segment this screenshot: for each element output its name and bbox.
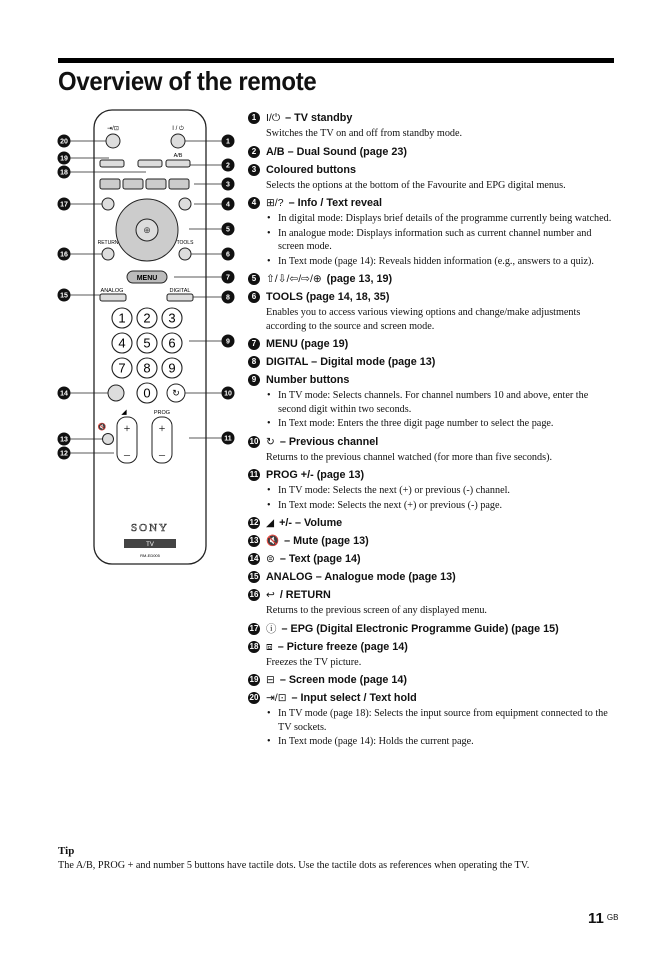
item-number-badge: 15 — [249, 572, 259, 581]
item-4 — [248, 196, 616, 268]
callout-badge-label: 11 — [224, 435, 232, 443]
item-number-badge: 6 — [248, 291, 260, 303]
item-bullets — [266, 484, 616, 512]
item-number-badge: 20 — [249, 693, 259, 702]
item-heading — [248, 163, 616, 177]
callout-badge-label: 4 — [226, 201, 230, 209]
item-bullet: • In Text mode: Enters the three digit page number to select the page. — [266, 417, 616, 431]
item-body — [266, 451, 616, 465]
number-button-label: 8 — [143, 360, 151, 376]
svg-text:–: – — [159, 447, 165, 461]
item-heading — [248, 145, 616, 159]
digital-label: DIGITAL — [169, 288, 191, 294]
item-title: (page 13, 19) — [326, 273, 393, 285]
item-title: – Input select / Text hold — [291, 692, 417, 704]
item-8 — [248, 355, 616, 369]
item-number-badge: 8 — [248, 356, 260, 368]
page-number-value: 11 — [588, 910, 604, 927]
item-body — [266, 389, 616, 431]
callout-badge-label: 15 — [60, 292, 68, 300]
item-heading — [248, 468, 616, 482]
callout-badge-label: 18 — [60, 169, 68, 177]
item-text: Freezes the TV picture. — [266, 656, 362, 668]
callout-badge-label: 16 — [60, 251, 68, 259]
return-button[interactable] — [102, 248, 114, 260]
sony-logo: SONY — [131, 522, 169, 534]
standby-label: I / ⏻ — [172, 126, 184, 132]
description-list — [248, 111, 616, 753]
item-title: – TV standby — [285, 112, 353, 124]
item-symbol: ⊟ — [266, 674, 275, 686]
item-bullet: • In digital mode: Displays brief details of the programme currently being watched. — [266, 212, 616, 226]
item-number-badge: 7 — [248, 338, 260, 350]
item-text: Returns to the previous channel watched (for more than five seconds). — [266, 451, 553, 463]
item-number-badge: 4 — [248, 197, 260, 209]
item-title: – Picture freeze (page 14) — [277, 640, 408, 653]
callout-badge-label: 13 — [60, 436, 68, 444]
item-text: Returns to the previous screen of any displayed menu. — [266, 605, 487, 616]
tip-label: Tip — [58, 845, 75, 857]
item-title: – Previous channel — [279, 435, 379, 448]
callout-badge-label: 10 — [224, 390, 232, 398]
item-title: / RETURN — [279, 589, 331, 601]
item-title: +/- – Volume — [279, 517, 343, 529]
item-number-badge: 13 — [249, 536, 259, 545]
item-heading — [248, 355, 616, 369]
item-bullet: • In Text mode (page 14): Holds the current page. — [266, 735, 616, 749]
item-title: Coloured buttons — [266, 163, 356, 176]
callout-badge-label: 1 — [226, 138, 230, 146]
number-button-label: 0 — [143, 385, 151, 401]
svg-text:+: + — [158, 421, 166, 435]
item-18 — [248, 640, 616, 670]
item-body — [266, 212, 616, 268]
item-heading — [248, 691, 616, 705]
return-label: RETURN — [97, 240, 119, 246]
item-number-badge: 12 — [249, 518, 259, 527]
number-button-label: 2 — [143, 310, 151, 326]
digital-button[interactable] — [167, 294, 193, 301]
item-symbol: ⊜ — [266, 553, 275, 565]
menu-label: MENU — [136, 275, 158, 282]
item-heading — [248, 435, 616, 449]
svg-text:◢: ◢ — [121, 408, 127, 416]
item-symbol: ⊞/? — [266, 197, 284, 209]
screen-mode-button[interactable] — [100, 160, 124, 167]
item-heading — [248, 552, 616, 566]
number-button-label: 1 — [118, 310, 126, 326]
green-button[interactable] — [123, 179, 143, 189]
item-9 — [248, 373, 616, 431]
item-heading — [248, 272, 616, 286]
tools-label: TOOLS — [176, 240, 194, 246]
item-15 — [248, 570, 616, 584]
callout-badge-label: 17 — [60, 201, 68, 209]
item-heading — [248, 570, 616, 584]
item-heading — [248, 373, 616, 387]
item-heading — [248, 588, 616, 602]
number-button-label: 7 — [118, 360, 126, 376]
item-bullets — [266, 212, 616, 268]
item-11 — [248, 468, 616, 512]
callout-badge-label: 8 — [226, 294, 230, 302]
remote-illustration — [54, 108, 244, 568]
item-text: Switches the TV on and off from standby mode. — [266, 128, 463, 139]
item-title: Number buttons — [266, 374, 350, 386]
callout-badge-label: 9 — [226, 338, 230, 346]
item-symbol: ↩ — [266, 589, 275, 601]
item-body — [266, 707, 616, 749]
item-body — [266, 484, 616, 512]
item-title: – Info / Text reveal — [288, 197, 382, 209]
model-label: RM-ED005 — [140, 553, 160, 558]
item-title: ANALOG – Analogue mode (page 13) — [266, 571, 456, 583]
item-symbol: ⓘ — [266, 622, 277, 635]
item-title: A/B – Dual Sound (page 23) — [266, 145, 407, 158]
number-button-label: 6 — [168, 335, 176, 351]
text-button[interactable] — [108, 385, 124, 401]
item-bullets — [266, 707, 616, 749]
item-number-badge: 2 — [248, 146, 260, 158]
item-text: Enables you to access various viewing options and change/make adjustments according to the source and screen mode. — [266, 307, 581, 332]
item-14 — [248, 552, 616, 566]
number-button-label: 4 — [118, 335, 126, 351]
item-body — [266, 306, 616, 333]
tools-button[interactable] — [179, 248, 191, 260]
item-number-badge: 5 — [248, 273, 260, 285]
item-heading — [248, 111, 616, 125]
item-title: – Screen mode (page 14) — [279, 674, 408, 686]
item-number-badge: 17 — [249, 623, 259, 633]
red-button[interactable] — [100, 179, 120, 189]
item-symbol: I/⏻ — [266, 112, 281, 124]
svg-text:↻: ↻ — [172, 388, 180, 398]
item-heading — [248, 673, 616, 687]
item-title: MENU (page 19) — [266, 338, 349, 350]
item-number-badge: 19 — [249, 675, 259, 684]
item-7 — [248, 337, 616, 351]
item-bullet: • In TV mode: Selects the next (+) or previous (-) channel. — [266, 484, 616, 498]
callout-badge-label: 5 — [226, 226, 230, 234]
svg-text:+: + — [123, 421, 131, 435]
item-title: – Text (page 14) — [279, 553, 361, 565]
ab-label: A/B — [173, 153, 183, 159]
number-button-label: 5 — [143, 335, 151, 351]
item-bullets — [266, 389, 616, 431]
callout-badge-label: 20 — [60, 138, 68, 146]
item-title: PROG +/- (page 13) — [266, 469, 365, 481]
input-select-button[interactable] — [106, 134, 120, 148]
title-rule — [58, 58, 614, 63]
item-number-badge: 11 — [249, 470, 259, 479]
item-heading — [248, 290, 616, 304]
item-text: Selects the options at the bottom of the Favourite and EPG digital menus. — [266, 179, 566, 191]
tip-box — [58, 845, 618, 872]
item-body — [266, 127, 616, 141]
item-symbol: ◢ — [266, 517, 275, 529]
item-heading — [248, 337, 616, 351]
epg-button[interactable] — [102, 198, 114, 210]
item-heading — [248, 516, 616, 530]
tip-text: The A/B, PROG + and number 5 buttons have tactile dots. Use the tactile dots as references when operating the TV. — [58, 859, 530, 871]
item-number-badge: 3 — [248, 164, 260, 176]
item-16 — [248, 588, 616, 618]
svg-text:–: – — [124, 447, 130, 461]
item-heading — [248, 196, 616, 210]
item-symbol: 🔇 — [266, 535, 280, 547]
item-13 — [248, 534, 616, 548]
item-5 — [248, 272, 616, 286]
item-title: TOOLS (page 14, 18, 35) — [266, 291, 390, 303]
page-region: GB — [606, 913, 619, 922]
info-button[interactable] — [179, 198, 191, 210]
item-1 — [248, 111, 616, 141]
item-symbol: ⇧/⇩/⇦/⇨/⊕ — [266, 273, 322, 285]
item-2 — [248, 145, 616, 159]
callout-badge-label: 2 — [226, 162, 230, 170]
callout-badge-label: 14 — [60, 390, 68, 398]
svg-text:⊕: ⊕ — [143, 225, 151, 235]
item-heading — [248, 622, 616, 636]
standby-button[interactable] — [171, 134, 185, 148]
item-number-badge: 10 — [249, 436, 259, 446]
item-number-badge: 1 — [248, 112, 260, 124]
number-button-label: 9 — [168, 360, 176, 376]
analog-button[interactable] — [100, 294, 126, 301]
item-3 — [248, 163, 616, 193]
ab-button[interactable] — [166, 160, 190, 167]
item-heading — [248, 640, 616, 654]
number-button-label: 3 — [168, 310, 176, 326]
item-6 — [248, 290, 616, 333]
item-bullet: • In TV mode: Selects channels. For channel numbers 10 and above, enter the second digit within two seconds. — [266, 389, 616, 416]
item-bullet: • In TV mode (page 18): Selects the input source from equipment connected to the TV sockets. — [266, 707, 616, 734]
callout-badge-label: 19 — [60, 155, 68, 163]
picture-freeze-button[interactable] — [138, 160, 162, 167]
callout-badge-label: 3 — [226, 181, 230, 189]
item-20 — [248, 691, 616, 749]
callout-badge-label: 6 — [226, 251, 230, 259]
yellow-button[interactable] — [146, 179, 166, 189]
item-symbol: ⧈ — [266, 640, 273, 653]
item-body — [266, 656, 616, 670]
item-bullet: • In Text mode (page 14): Reveals hidden information (e.g., answers to a quiz). — [266, 255, 616, 269]
tv-badge-label: TV — [146, 542, 154, 548]
item-number-badge: 18 — [249, 641, 259, 651]
item-title: DIGITAL – Digital mode (page 13) — [266, 356, 436, 368]
blue-button[interactable] — [169, 179, 189, 189]
page-title: Overview of the remote — [58, 66, 317, 96]
item-bullet: • In analogue mode: Displays information such as current channel number and screen mode. — [266, 227, 616, 254]
callout-badge-label: 12 — [60, 450, 68, 458]
item-body — [266, 179, 616, 193]
svg-text:🔇: 🔇 — [97, 423, 107, 431]
item-17 — [248, 622, 616, 636]
item-body — [266, 604, 616, 618]
item-title: – Mute (page 13) — [284, 535, 369, 547]
item-10 — [248, 435, 616, 465]
item-symbol: ⇥/⊡ — [266, 692, 287, 704]
item-19 — [248, 673, 616, 687]
item-heading — [248, 534, 616, 548]
item-number-badge: 9 — [248, 374, 260, 386]
item-number-badge: 14 — [249, 554, 259, 563]
item-symbol: ↻ — [266, 435, 275, 448]
page-number — [588, 910, 618, 927]
svg-text:⇥/⊡: ⇥/⊡ — [107, 126, 119, 132]
prog-label: PROG — [153, 410, 171, 416]
item-bullet: • In Text mode: Selects the next (+) or previous (-) page. — [266, 499, 616, 513]
mute-button[interactable] — [103, 434, 114, 445]
item-12 — [248, 516, 616, 530]
item-title: – EPG (Digital Electronic Programme Guide) (page 15) — [281, 622, 559, 635]
callout-badge-label: 7 — [226, 274, 230, 282]
item-number-badge: 16 — [249, 590, 259, 599]
analog-label: ANALOG — [100, 288, 124, 294]
